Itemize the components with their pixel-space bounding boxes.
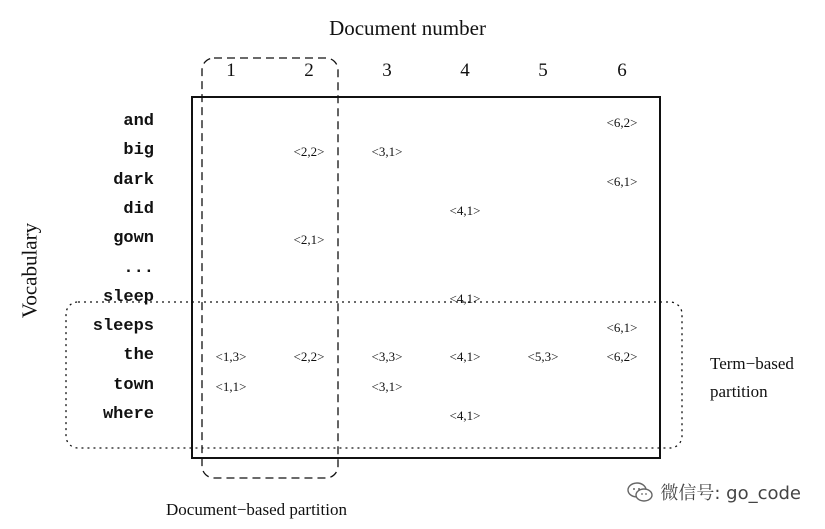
term-partition-box	[66, 302, 682, 448]
posting-town-doc1: <1,1>	[215, 378, 247, 394]
posting-the-doc6: <6,2>	[606, 349, 638, 365]
vocabulary-axis-label: Vocabulary	[17, 222, 42, 319]
term-did: did	[123, 199, 154, 219]
term-partition-label: Term−based partition	[710, 354, 794, 401]
posting-dark-doc6: <6,1>	[606, 173, 638, 189]
posting-the-doc3: <3,3>	[371, 349, 403, 365]
term-big: big	[123, 141, 154, 161]
posting-big-doc2: <2,2>	[293, 144, 325, 160]
column-number-1: 1	[226, 60, 236, 81]
term-where: where	[102, 405, 154, 424]
column-number-2: 2	[304, 60, 314, 81]
term-document-matrix-frame	[192, 97, 660, 458]
column-number-6: 6	[617, 60, 627, 81]
term-the: the	[123, 346, 154, 366]
posting-did-doc4: <4,1>	[449, 202, 481, 218]
posting-gown-doc2: <2,1>	[293, 232, 325, 248]
posting-sleeps-doc6: <6,1>	[606, 320, 638, 336]
posting-the-doc1: <1,3>	[215, 349, 247, 365]
wechat-icon	[626, 481, 654, 503]
diagram-title: Document number	[329, 16, 486, 40]
column-number-3: 3	[382, 60, 392, 81]
posting-the-doc5: <5,3>	[527, 349, 559, 365]
term-dark: dark	[113, 170, 154, 190]
watermark: 微信号: go_code	[626, 479, 801, 505]
posting-sleep-doc4: <4,1>	[449, 290, 481, 306]
posting-and-doc6: <6,2>	[606, 115, 638, 130]
term-town: town	[113, 375, 154, 395]
term-ellipsis: ...	[123, 258, 154, 278]
column-number-4: 4	[460, 60, 470, 81]
term-and: and	[123, 112, 154, 131]
posting-the-doc2: <2,2>	[293, 349, 325, 365]
posting-town-doc3: <3,1>	[371, 378, 403, 394]
term-sleeps: sleeps	[92, 317, 154, 337]
term-gown: gown	[113, 229, 154, 249]
posting-big-doc3: <3,1>	[371, 144, 403, 160]
column-number-5: 5	[538, 60, 548, 81]
term-sleep: sleep	[102, 287, 154, 307]
posting-where-doc4: <4,1>	[449, 408, 481, 423]
document-partition-label: Document−based partition	[166, 500, 347, 519]
posting-the-doc4: <4,1>	[449, 349, 481, 365]
document-partition-box	[202, 58, 338, 478]
